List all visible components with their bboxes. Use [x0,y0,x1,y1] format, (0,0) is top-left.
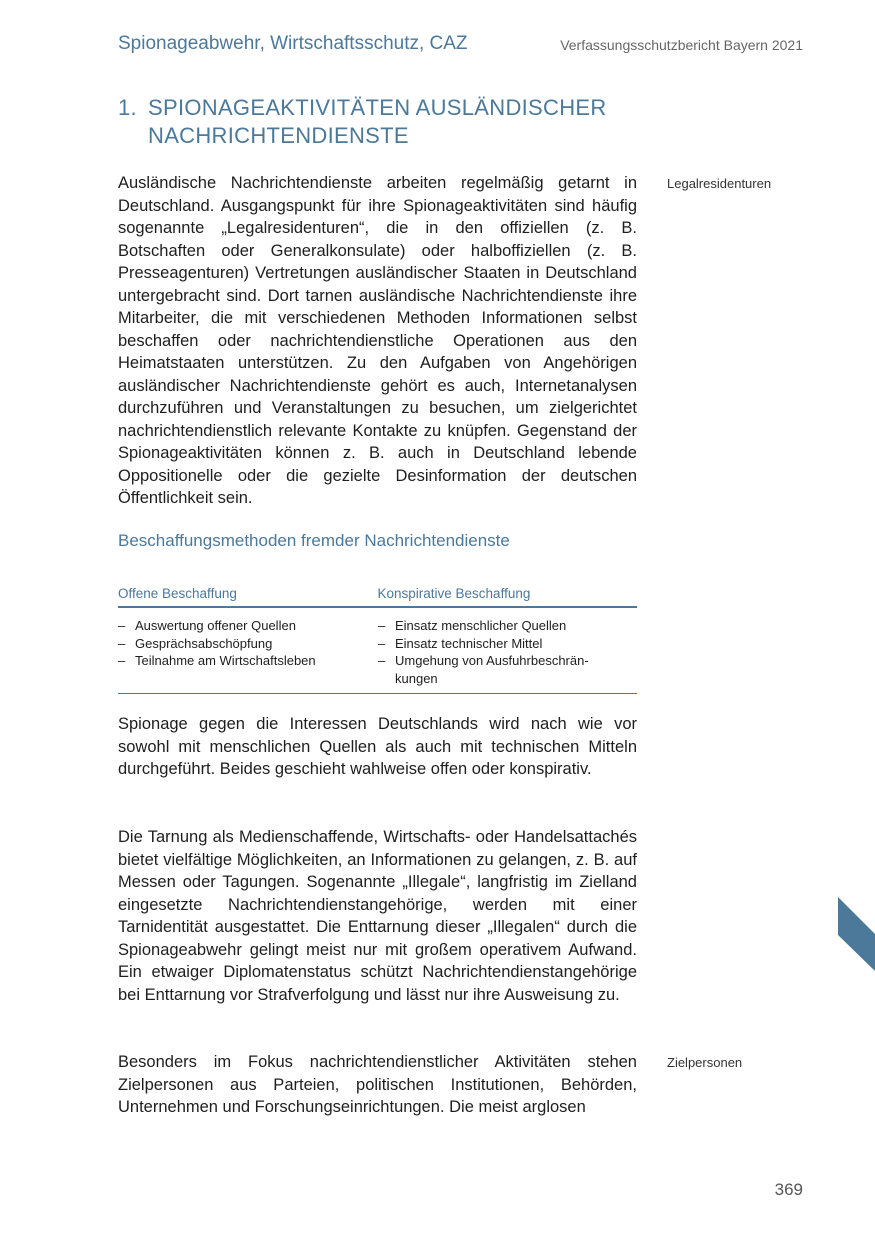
table-header-row [118,586,637,608]
col-header-offene: Offene Beschaffung [118,586,237,601]
chapter-title-line2: NACHRICHTENDIENSTE [148,123,409,148]
list-item: – Umgehung von Ausfuhrbeschränkungen [378,652,618,687]
list-item: – Einsatz menschlicher Quellen [378,617,618,635]
methods-table [118,586,637,694]
chapter-heading [118,94,658,150]
offene-list [118,617,378,670]
running-header-publication: Verfassungsschutzbericht Bayern 2021 [560,37,803,53]
paragraph-3: Die Tarnung als Medienschaffende, Wirtschafts- oder Handelsattachés bietet vielfältige Möglichkeiten, an Informationen zu gelangen, z. B. auf Messen oder Tagungen. Sogenannte „Illegale“, langfristig im Zielland eingesetzte Nachrichtendienstangehörige, werden mit einer Tarnidentität ausgestattet. Die Enttarnung dieser „Illegalen“ durch die Spionageabwehr gelingt meist nur mit großem operativem Aufwand. Ein etwaiger Diplomatenstatus schützt Nachrichtendienstangehörige bei Enttarnung vor Strafverfolgung und lässt nur ihre Ausweisung zu. [118,828,637,1004]
list-item: – Einsatz technischer Mittel [378,635,618,653]
running-header-section: Spionageabwehr, Wirtschaftsschutz, CAZ [118,33,468,54]
paragraph-1: Ausländische Nachrichtendienste arbeiten regelmäßig getarnt in Deutschland. Ausgangspunkt für ihre Spionageaktivitäten sind häufig sogenannte „Legalresidenturen“, die in den offiziellen (z. B. Botschaften oder Generalkonsulate) oder halboffiziellen (z. B. Presseagenturen) Vertretungen ausländischer Staaten in Deutschland untergebracht sind. Dort tarnen ausländische Nachrichtendienste ihre Mitarbeiter, die mit verschiedenen Methoden Informationen selbst beschaffen oder nachrichtendienstliche Operationen aus den Heimatstaaten unterstützen. Zu den Aufgaben von Angehörigen ausländischer Nachrichtendienste gehört es auch, Internetanalysen durchzuführen und Veranstaltungen zu besuchen, um zielgerichtet nachrichtendienstlich relevante Kontakte zu knüpfen. Gegenstand der Spionageaktivitäten können z. B. auch in Deutschland lebende Oppositionelle oder die gezielte Desinformation der deutschen Öffentlichkeit sein. [118,174,637,507]
table-body-row [118,608,637,694]
col-header-konspirative: Konspirative Beschaffung [377,586,531,601]
margin-note-zielpersonen: Zielpersonen [667,1055,743,1070]
table-heading: Beschaffungsmethoden fremder Nachrichtendienste [118,531,510,550]
list-item: – Gesprächsabschöpfung [118,635,378,653]
page-number: 369 [774,1180,803,1199]
konspirative-list [378,617,618,687]
chapter-tab-marker [838,897,875,971]
list-item: – Auswertung offener Quellen [118,617,378,635]
list-item: – Teilnahme am Wirtschaftsleben [118,652,378,670]
chapter-title-line1: SPIONAGEAKTIVITÄTEN AUSLÄNDISCHER [148,95,607,120]
paragraph-2: Spionage gegen die Interessen Deutschlands wird nach wie vor sowohl mit menschlichen Quellen als auch mit technischen Mitteln durchgeführt. Beides geschieht wahlweise offen oder konspirativ. [118,715,637,778]
margin-note-legalresidenturen: Legalresidenturen [667,176,772,191]
paragraph-4: Besonders im Fokus nachrichtendienstlicher Aktivitäten stehen Zielpersonen aus Parteien, politischen Institutionen, Behörden, Unternehmen und Forschungseinrichtungen. Die meist arglosen [118,1053,637,1116]
chapter-number: 1. [118,95,137,120]
